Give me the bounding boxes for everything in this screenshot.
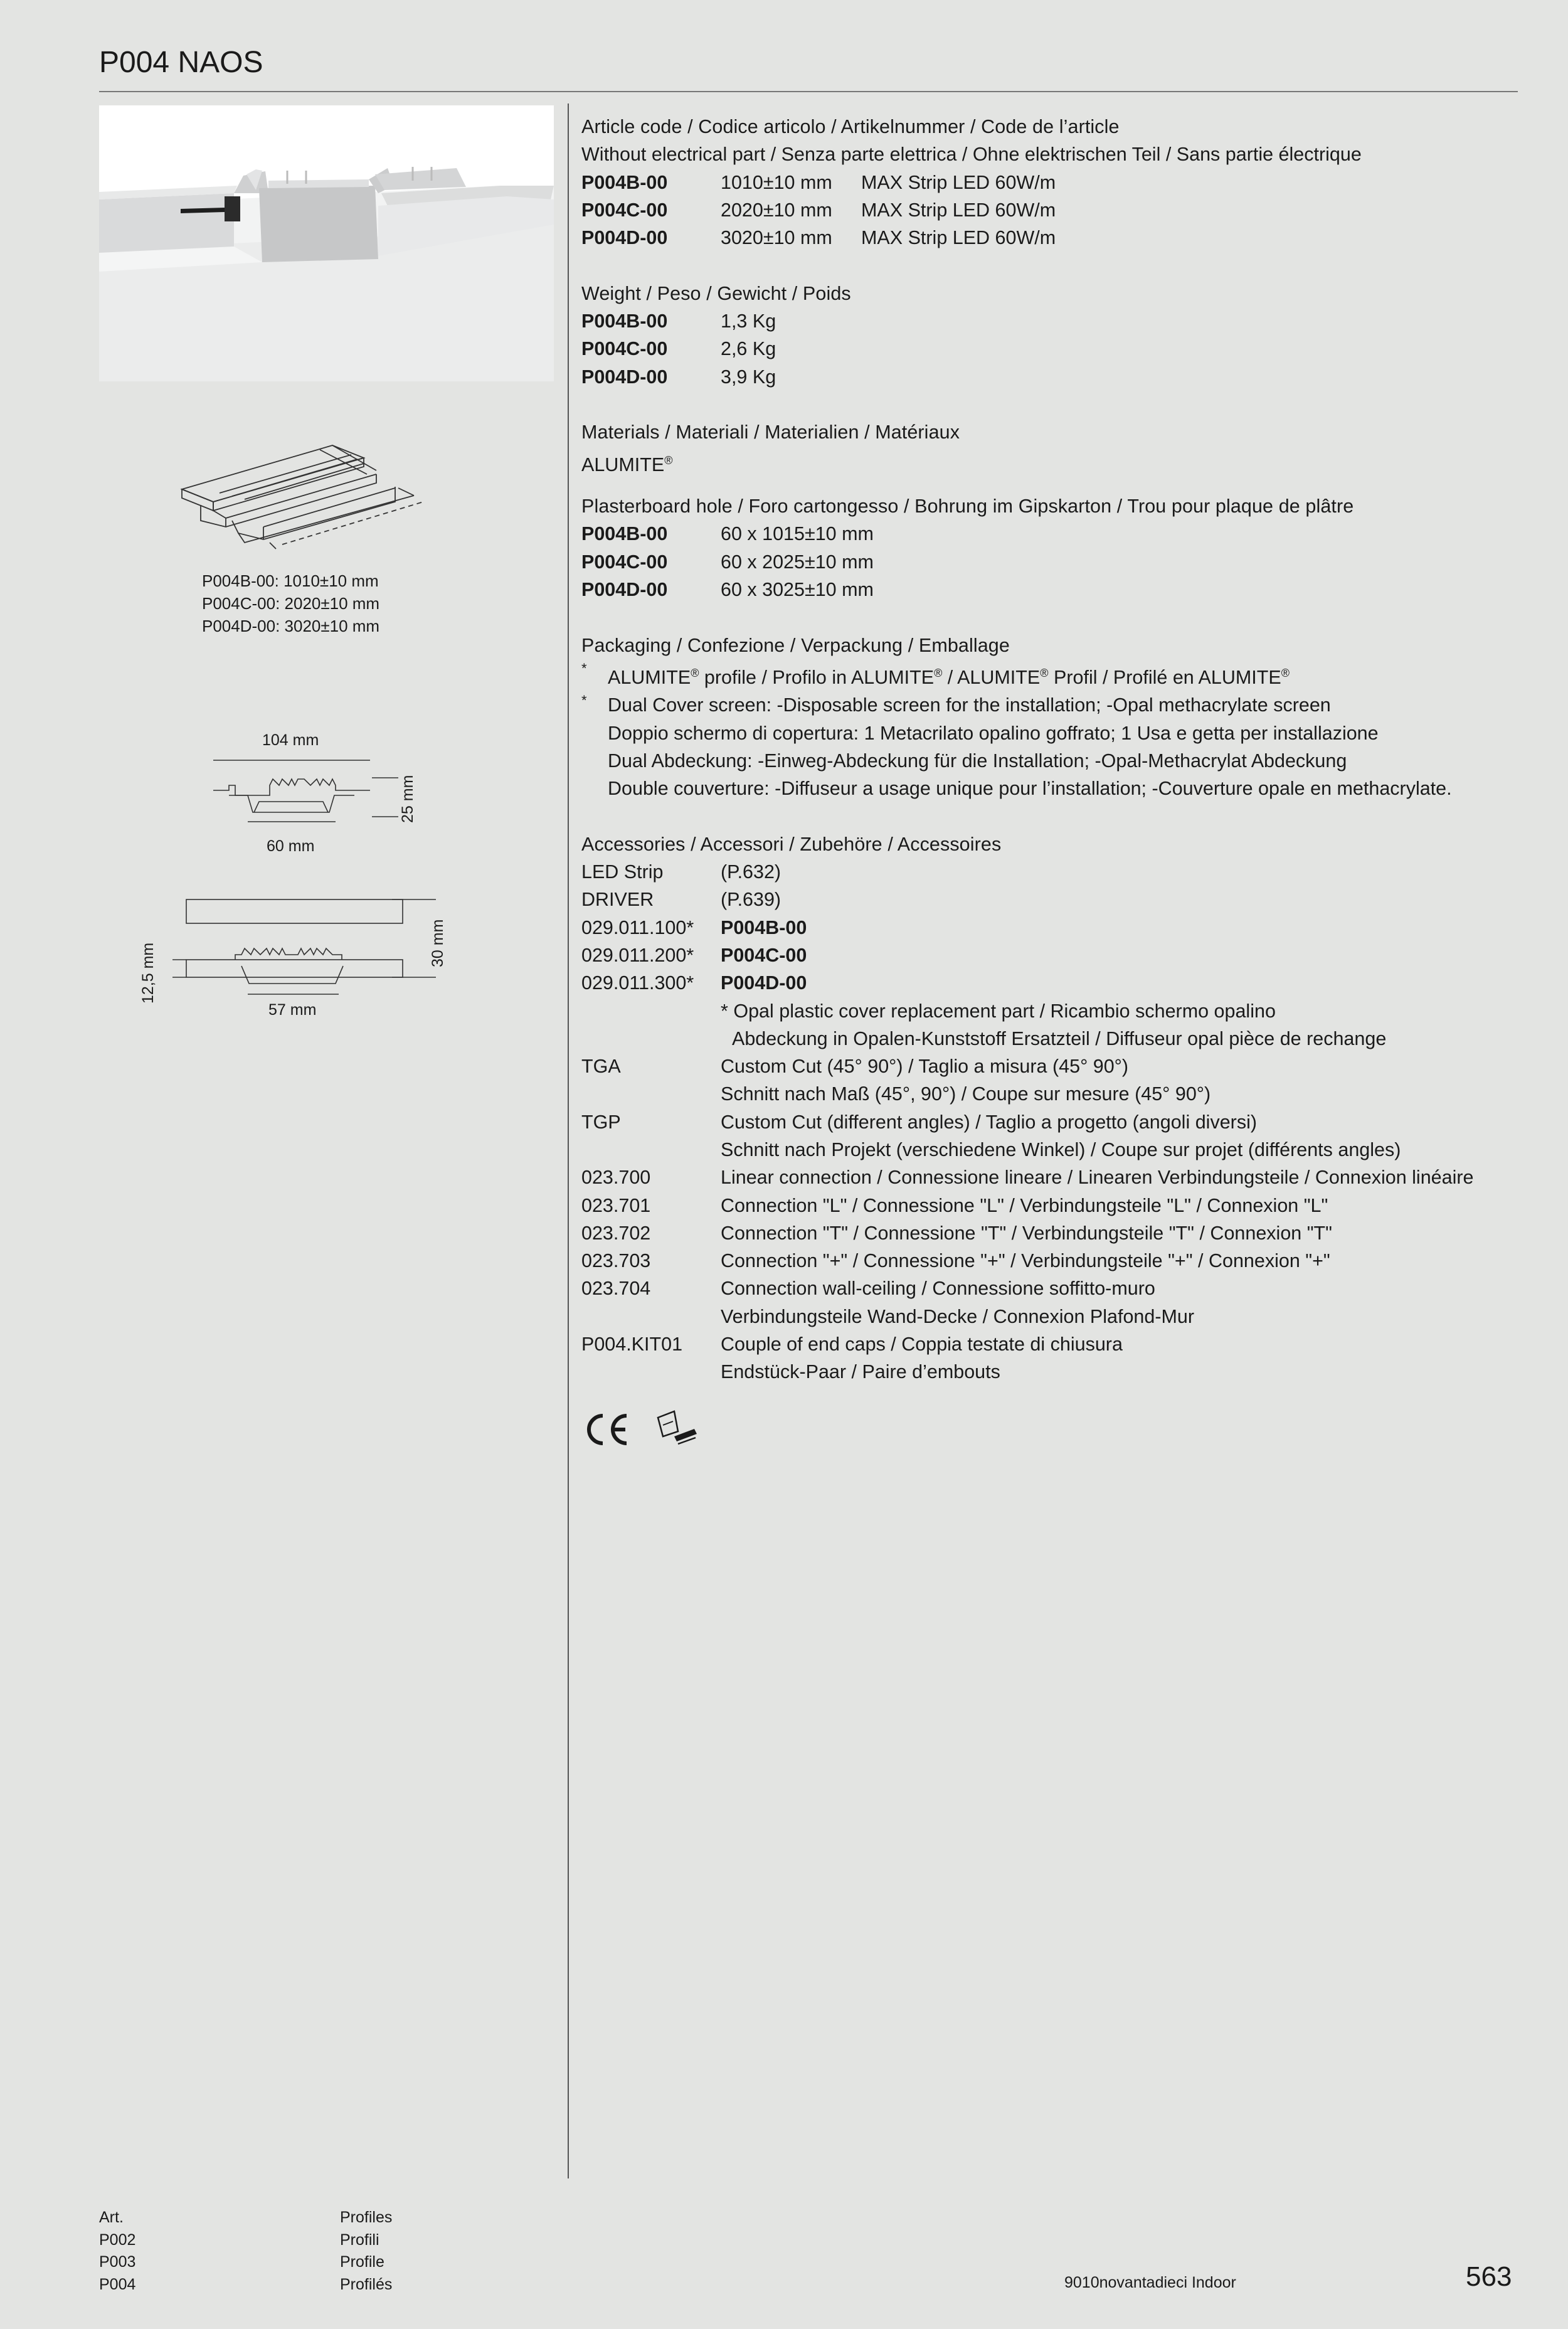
plasterboard-code: P004D-00 <box>581 578 668 600</box>
article-max: MAX Strip LED 60W/m <box>861 171 1056 193</box>
footer-label: Profiles <box>340 2209 393 2226</box>
spec-column <box>581 113 1503 1450</box>
footer-labels <box>340 2207 392 2296</box>
materials-value: ALUMITE® <box>581 454 673 475</box>
plasterboard-value: 60 x 3025±10 mm <box>721 578 874 600</box>
plasterboard-value: 60 x 2025±10 mm <box>721 551 874 573</box>
article-code-section <box>581 113 1503 252</box>
weight-row <box>581 363 1503 391</box>
accessory-value: Couple of end caps / Coppia testate di chiusura <box>721 1334 1123 1355</box>
profile-isometric-drawing <box>176 433 433 565</box>
accessory-code: 023.702 <box>581 1222 651 1244</box>
length-item: P004C-00: 2020±10 mm <box>202 594 380 613</box>
article-heading: Article code / Codice articolo / Artikelnummer / Code de l’article <box>581 116 1120 137</box>
bullet-star: * <box>581 692 587 709</box>
accessory-code: 029.011.100* <box>581 916 694 938</box>
accessory-code: LED Strip <box>581 861 664 883</box>
article-code: P004D-00 <box>581 227 668 249</box>
materials-section <box>581 418 1503 479</box>
accessory-value: P004C-00 <box>721 944 807 966</box>
article-length: 1010±10 mm <box>721 171 832 193</box>
accessory-code: 023.704 <box>581 1278 651 1300</box>
materials-heading: Materials / Materiali / Materialien / Matériaux <box>581 422 960 443</box>
article-code: P004B-00 <box>581 171 668 193</box>
accessory-row <box>581 1192 1503 1219</box>
accessory-row <box>581 858 1503 886</box>
weight-row <box>581 307 1503 335</box>
weight-row <box>581 335 1503 363</box>
accessory-row <box>581 942 1503 969</box>
accessories-section <box>581 830 1503 1386</box>
accessory-row <box>581 1275 1503 1302</box>
title-divider <box>99 91 1518 92</box>
packaging-section <box>581 632 1503 803</box>
footer-label: Profili <box>340 2231 379 2249</box>
article-max: MAX Strip LED 60W/m <box>861 227 1056 249</box>
accessory-value-line: Schnitt nach Projekt (verschiedene Winkel) / Coupe sur projet (différents angles) <box>721 1139 1401 1160</box>
certification-marks <box>581 1409 1503 1450</box>
packaging-item: * Dual Cover screen: -Disposable screen for the installation; -Opal methacrylate screen <box>581 691 1503 719</box>
accessory-row <box>581 1247 1503 1275</box>
furniture-mounting-icon <box>655 1409 699 1450</box>
accessory-code: 023.703 <box>581 1250 651 1272</box>
accessory-value: Connection wall-ceiling / Connessione soffitto-muro <box>721 1278 1155 1300</box>
length-item: P004B-00: 1010±10 mm <box>202 571 379 590</box>
plasterboard-value: 60 x 1015±10 mm <box>721 523 874 545</box>
length-list <box>202 570 379 637</box>
accessory-code: TGP <box>581 1111 621 1133</box>
weight-code: P004D-00 <box>581 366 668 388</box>
accessory-row <box>581 1164 1503 1191</box>
accessory-value: P004B-00 <box>721 916 807 938</box>
weight-value: 1,3 Kg <box>721 310 776 332</box>
page-number: 563 <box>1466 2261 1512 2292</box>
section-drawing-2 <box>172 891 436 1010</box>
accessory-row <box>581 1330 1503 1358</box>
column-divider <box>568 103 569 2178</box>
accessory-code: 023.700 <box>581 1167 651 1189</box>
packaging-heading: Packaging / Confezione / Verpackung / Emballage <box>581 634 1010 656</box>
weight-section <box>581 280 1503 391</box>
accessory-value-line: Endstück-Paar / Paire d’embouts <box>721 1361 1000 1383</box>
weight-heading: Weight / Peso / Gewicht / Poids <box>581 282 851 304</box>
article-row <box>581 224 1503 252</box>
accessory-code: TGA <box>581 1056 621 1078</box>
accessory-row <box>581 1219 1503 1247</box>
accessory-note: Abdeckung in Opalen-Kunststoff Ersatzteil / Diffuseur opal pièce de rechange <box>732 1027 1387 1049</box>
packaging-line: Double couverture: -Diffuseur a usage unique pour l’installation; -Couverture opale en methacrylate. <box>608 778 1452 800</box>
accessories-heading: Accessories / Accessori / Zubehöre / Accessoires <box>581 833 1002 855</box>
plasterboard-heading: Plasterboard hole / Foro cartongesso / Bohrung im Gipskarton / Trou pour plaque de plâtre <box>581 496 1354 517</box>
section1-top-width: 104 mm <box>262 731 319 749</box>
accessory-value-line: Verbindungsteile Wand-Decke / Connexion Plafond-Mur <box>721 1305 1195 1327</box>
footer-code: P004 <box>99 2275 136 2293</box>
footer-label: Profilés <box>340 2275 393 2293</box>
section1-bottom-width: 60 mm <box>267 837 315 855</box>
accessory-value: Custom Cut (different angles) / Taglio a progetto (angoli diversi) <box>721 1111 1257 1133</box>
footer-label: Profile <box>340 2253 384 2271</box>
weight-code: P004C-00 <box>581 338 668 360</box>
footer-code: Art. <box>99 2209 124 2226</box>
weight-value: 3,9 Kg <box>721 366 776 388</box>
plasterboard-section <box>581 492 1503 603</box>
accessory-code: 023.701 <box>581 1194 651 1216</box>
accessory-code: 029.011.200* <box>581 944 694 966</box>
accessory-row <box>581 969 1503 997</box>
plasterboard-row <box>581 548 1503 576</box>
plasterboard-code: P004B-00 <box>581 523 668 545</box>
accessory-value: Connection "+" / Connessione "+" / Verbindungsteile "+" / Connexion "+" <box>721 1250 1330 1272</box>
accessory-code: 029.011.300* <box>581 972 694 994</box>
brand-name: 9010novantadieci Indoor <box>1064 2274 1236 2291</box>
accessory-value-line: Schnitt nach Maß (45°, 90°) / Coupe sur mesure (45° 90°) <box>721 1083 1211 1105</box>
footer-code: P003 <box>99 2253 136 2271</box>
accessory-value: Custom Cut (45° 90°) / Taglio a misura (45° 90°) <box>721 1056 1129 1078</box>
plasterboard-code: P004C-00 <box>581 551 668 573</box>
section2-right-height: 30 mm <box>429 919 447 967</box>
accessory-row <box>581 1108 1503 1136</box>
weight-code: P004B-00 <box>581 310 668 332</box>
article-length: 3020±10 mm <box>721 227 832 249</box>
accessory-value: Linear connection / Connessione lineare / Linearen Verbindungsteile / Connexion linéaire <box>721 1167 1474 1189</box>
article-row <box>581 196 1503 224</box>
article-code: P004C-00 <box>581 199 668 221</box>
accessory-row <box>581 886 1503 913</box>
accessory-code: DRIVER <box>581 889 654 911</box>
accessory-value: Connection "L" / Connessione "L" / Verbindungsteile "L" / Connexion "L" <box>721 1194 1328 1216</box>
packaging-item: * ALUMITE® profile / Profilo in ALUMITE® / ALUMITE® Profil / Profilé en ALUMITE® <box>581 659 1503 691</box>
accessory-value: (P.639) <box>721 889 781 911</box>
length-item: P004D-00: 3020±10 mm <box>202 617 380 635</box>
product-photo <box>99 105 554 381</box>
accessory-value: (P.632) <box>721 861 781 883</box>
footer-code: P002 <box>99 2231 136 2249</box>
packaging-line: Dual Abdeckung: -Einweg-Abdeckung für die Installation; -Opal-Methacrylat Abdeckung <box>608 750 1347 772</box>
packaging-line: Doppio schermo di copertura: 1 Metacrilato opalino goffrato; 1 Usa e getta per installazione <box>608 722 1379 744</box>
accessory-row <box>581 914 1503 942</box>
article-subheading: Without electrical part / Senza parte elettrica / Ohne elektrischen Teil / Sans partie électrique <box>581 144 1362 166</box>
article-max: MAX Strip LED 60W/m <box>861 199 1056 221</box>
section1-height: 25 mm <box>399 775 416 823</box>
article-row <box>581 169 1503 196</box>
plasterboard-row <box>581 520 1503 548</box>
ce-mark-icon <box>581 1412 630 1447</box>
accessory-value: Connection "T" / Connessione "T" / Verbindungsteile "T" / Connexion "T" <box>721 1222 1333 1244</box>
accessory-note: * Opal plastic cover replacement part / Ricambio schermo opalino <box>721 1000 1276 1022</box>
weight-value: 2,6 Kg <box>721 338 776 360</box>
section2-left-height: 12,5 mm <box>139 942 157 1004</box>
accessory-row <box>581 1053 1503 1080</box>
section2-bottom-width: 57 mm <box>268 1001 317 1019</box>
article-length: 2020±10 mm <box>721 199 832 221</box>
accessory-code: P004.KIT01 <box>581 1334 683 1355</box>
accessory-value: P004D-00 <box>721 972 807 994</box>
page-title: P004 NAOS <box>99 46 263 79</box>
footer-codes <box>99 2207 135 2296</box>
plasterboard-row <box>581 576 1503 603</box>
bullet-star: * <box>581 660 587 676</box>
